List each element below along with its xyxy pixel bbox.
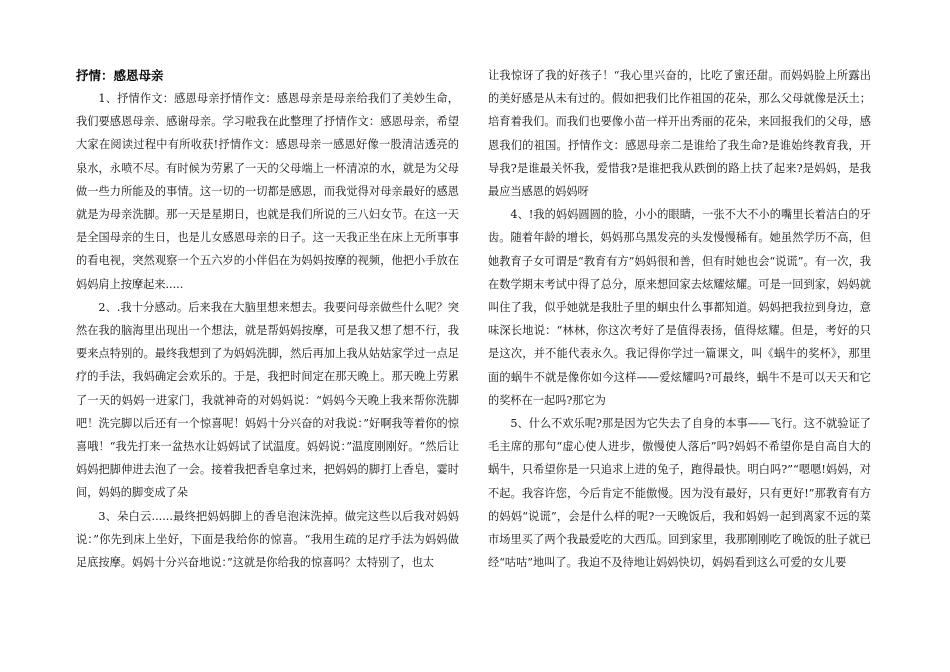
paragraph-3: 3、朵白云......最终把妈妈脚上的香皂泡沫洗掉。做完这些以后我对妈妈说：”你先到床上坐好，下面是我给你的惊喜。“我用生疏的足疗手法为妈妈做足底按摩。妈妈十分兴奋地说：”这就是你给我的惊喜吗？太特别了，也太: [76, 509, 459, 570]
paragraph-1: 1、抒情作文：感恩母亲抒情作文：感恩母亲是母亲给我们了美妙生命，我们要感恩母亲、感谢母亲。学习啦我在此整理了抒情作文：感恩母亲，希望大家在阅读过程中有所收获!抒情作文：感恩母亲一感恩好像一股清洁透亮的泉水，永喷不尽。有时候为劳累了一天的父母端上一杯清凉的水，就是为父母做一些力所能及的事情。这一切的一切都是感恩，而我觉得对母亲最好的感恩就是为母亲洗脚。那一天是星期日，也就是我们所说的三八妇女节。在这一天是全国母亲的生日，也是儿女感恩母亲的日子。这一天我正坐在床上无所事事的看电视，突然观察一个五六岁的小伴侣在为妈妈按摩的视频，他把小手放在妈妈肩上按摩起来.....: [76, 92, 459, 291]
paragraph-5: 5、什么不欢乐呢?那是因为它失去了自身的本事——飞行。这不就验证了毛主席的那句“虚心使人进步，傲慢使人落后”吗?妈妈不希望你是自高自大的蜗牛，只希望你是一只追求上进的兔子，跑得最快。明白吗?”“嗯嗯!妈妈，对不起。我容许您，今后肯定不能傲慢。因为没有最好，只有更好!”那教育有方的妈妈“说谎”，会是什么样的呢?一天晚饭后，我和妈妈一起到离家不远的菜市场里买了两个我最爱吃的大西瓜。回到家里，我那刚刚吃了晚饭的肚子就已经“咕咕”地叫了。我迫不及待地让妈妈快切，妈妈看到这么可爱的女儿要: [488, 417, 871, 570]
paragraph-2: 2、.我十分感动。后来我在大脑里想来想去。我要问母亲做些什么呢？突然在我的脑海里出现出一个想法，就是帮妈妈按摩，可是我又想了想不行，我要来点特别的。最终我想到了为妈妈洗脚，然后再加上我从姑姑家学过一点足疗的手法，我妈确定会欢乐的。于是，我把时间定在那天晚上。那天晚上劳累了一天的妈妈一进家门，我就神奇的对妈妈说：“妈妈今天晚上我来帮你洗脚吧！洗完脚以后还有一个惊喜呢！妈妈十分兴奋的对我说：”好啊我等着你的惊喜哦！“我先打来一盆热水让妈妈试了试温度。妈妈说：”温度刚刚好。“然后让妈妈把脚伸进去泡了一会。接着我把香皂拿过来，把妈妈的脚打上香皂，霎时间，妈妈的脚变成了朵: [76, 300, 459, 500]
document-title: 抒情：感恩母亲: [76, 68, 164, 83]
paragraph-continued: 让我惊讶了我的好孩子！“我心里兴奋的，比吃了蜜还甜。而妈妈脸上所露出的美好感是从未有过的。假如把我们比作祖国的花朵，那么父母就像是沃土；培育着我们。而我们也要像小苗一样开出秀丽的花朵，来回报我们的父母，感恩我们的祖国。抒情作文：感恩母亲二是谁给了我生命?是谁始终教育我，开导我?是谁最关怀我，爱惜我?是谁把我从跌倒的路上扶了起来?是妈妈，是我最应当感恩的妈妈呀: [488, 69, 871, 199]
right-column: [488, 64, 871, 574]
left-column: [76, 64, 459, 574]
paragraph-4: 4、!我的妈妈圆圆的脸，小小的眼睛，一张不大不小的嘴里长着洁白的牙齿。随着年龄的增长，妈妈那乌黑发亮的头发慢慢稀有。她虽然学历不高，但她教育子女可谓是“教育有方”妈妈很和善，但有时她也会“说谎”。有一次，我在数学期末考试中得了总分，原来想回家去炫耀炫耀。可是一回到家，妈妈就叫住了我，似乎她就是我肚子里的蛔虫什么事都知道。妈妈把我拉到身边，意味深长地说：“林林，你这次考好了是值得表扬，值得炫耀。但是，考好的只是这次，并不能代表永久。我记得你学过一篇课文，叫《蜗牛的奖杯》，那里面的蜗牛不就是像你如今这样——爱炫耀吗?可最终，蜗牛不是可以天天和它的奖杯在一起吗?那它为: [488, 208, 871, 407]
